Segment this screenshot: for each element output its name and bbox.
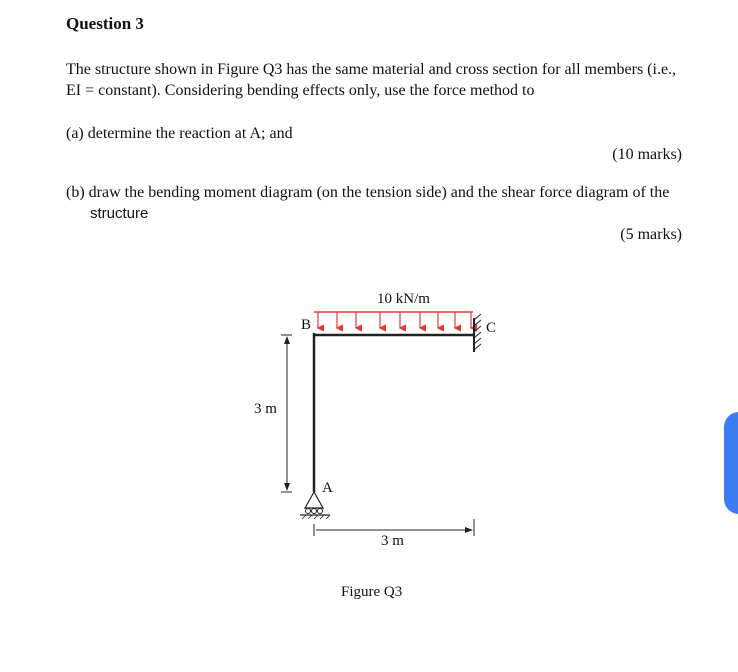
part-b-line-1: (b) draw the bending moment diagram (on the tension side) and the shear force diagram of the bbox=[66, 184, 670, 201]
intro-line-1: The structure shown in Figure Q3 has the same material and cross section for all members (i.e., bbox=[66, 61, 677, 78]
load-label: 10 kN/m bbox=[377, 291, 430, 307]
node-a-label: A bbox=[322, 480, 333, 496]
fixed-support-c bbox=[474, 314, 481, 352]
frame bbox=[314, 333, 474, 492]
height-label: 3 m bbox=[254, 401, 277, 417]
figure-caption: Figure Q3 bbox=[341, 584, 403, 600]
question-title: Question 3 bbox=[66, 14, 144, 33]
part-b-line-2: structure bbox=[90, 205, 149, 222]
side-tab-button[interactable] bbox=[724, 412, 738, 514]
node-b-label: B bbox=[301, 317, 312, 333]
node-c-label: C bbox=[486, 320, 497, 336]
intro-line-2: EI = constant). Considering bending effects only, use the force method to bbox=[66, 82, 535, 99]
span-label: 3 m bbox=[381, 533, 404, 549]
part-a-marks: (10 marks) bbox=[612, 146, 682, 163]
part-b-marks: (5 marks) bbox=[620, 226, 682, 243]
distributed-load bbox=[314, 312, 473, 328]
height-dimension bbox=[281, 335, 292, 492]
part-a-text: (a) determine the reaction at A; and bbox=[66, 125, 293, 142]
